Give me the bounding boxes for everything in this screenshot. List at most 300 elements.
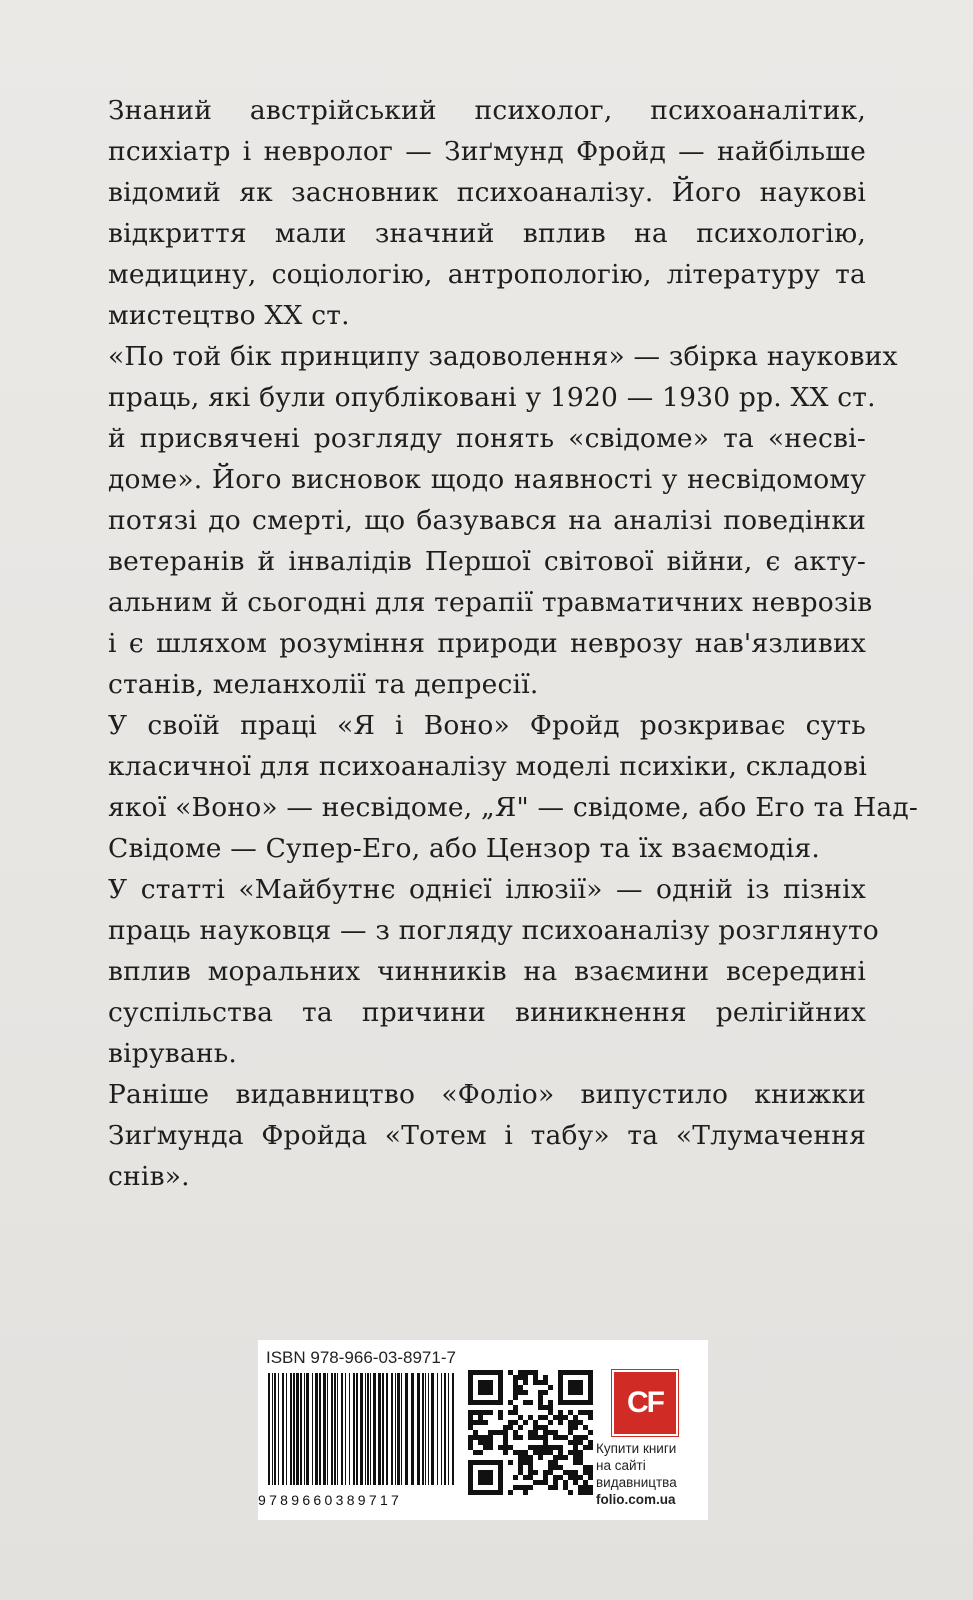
qr-module bbox=[513, 1405, 518, 1410]
logo-text: CF bbox=[627, 1386, 663, 1419]
barcode-bar bbox=[278, 1373, 279, 1485]
qr-module bbox=[568, 1420, 573, 1425]
text-line: відомий як засновник психоаналізу. Його наукові bbox=[108, 177, 866, 208]
qr-module bbox=[588, 1440, 593, 1445]
qr-module bbox=[523, 1375, 528, 1380]
paragraph bbox=[108, 1074, 866, 1197]
qr-module bbox=[538, 1435, 543, 1440]
qr-module bbox=[518, 1390, 523, 1395]
qr-module bbox=[518, 1460, 523, 1465]
qr-module bbox=[583, 1410, 588, 1415]
qr-module bbox=[573, 1480, 578, 1485]
qr-module bbox=[553, 1460, 558, 1465]
qr-module bbox=[488, 1440, 493, 1445]
qr-module bbox=[533, 1445, 538, 1450]
qr-module bbox=[508, 1490, 513, 1495]
folio-logo bbox=[612, 1370, 678, 1436]
qr-module bbox=[558, 1455, 563, 1460]
barcode-bar bbox=[323, 1373, 326, 1485]
qr-module bbox=[553, 1465, 558, 1470]
qr-module bbox=[553, 1485, 558, 1490]
qr-module bbox=[578, 1435, 583, 1440]
qr-module bbox=[498, 1430, 503, 1435]
promo-line: Купити книги bbox=[596, 1441, 677, 1456]
qr-module bbox=[583, 1490, 588, 1495]
text-line: доме». Його висновок щодо наявності у несвідомому bbox=[108, 464, 866, 495]
qr-module bbox=[558, 1465, 563, 1470]
qr-module bbox=[588, 1485, 593, 1490]
barcode-bar bbox=[331, 1373, 333, 1485]
qr-module bbox=[518, 1455, 523, 1460]
qr-module bbox=[508, 1445, 513, 1450]
qr-module bbox=[578, 1490, 583, 1495]
text-line: У статті «Майбутнє однієї ілюзії» — одній із пізніх bbox=[108, 874, 866, 905]
qr-module bbox=[578, 1455, 583, 1460]
text-line: психіатр і невролог — Зиґмунд Фройд — найбільше bbox=[108, 136, 866, 167]
qr-module bbox=[543, 1415, 548, 1420]
qr-module bbox=[578, 1485, 583, 1490]
text-line: Свідоме — Супер-Его, або Цензор та їх взаємодія. bbox=[108, 833, 820, 864]
promo-text bbox=[596, 1440, 706, 1508]
barcode-bar bbox=[293, 1373, 295, 1485]
barcode-bar bbox=[337, 1373, 338, 1485]
qr-module bbox=[573, 1455, 578, 1460]
qr-module bbox=[523, 1390, 528, 1395]
qr-module bbox=[558, 1450, 563, 1455]
qr-module bbox=[528, 1430, 533, 1435]
qr-module bbox=[553, 1475, 558, 1480]
text-line: «По той бік принципу задоволення» — збірка наукових bbox=[108, 341, 898, 372]
qr-module bbox=[503, 1445, 508, 1450]
qr-module bbox=[508, 1420, 513, 1425]
text-line: У своїй праці «Я і Воно» Фройд розкриває суть bbox=[108, 710, 866, 741]
barcode-bar bbox=[428, 1373, 429, 1485]
barcode-bar bbox=[286, 1373, 287, 1485]
qr-module bbox=[533, 1435, 538, 1440]
qr-module bbox=[573, 1435, 578, 1440]
qr-module bbox=[533, 1470, 538, 1475]
qr-module bbox=[558, 1475, 563, 1480]
qr-finder bbox=[478, 1380, 493, 1395]
qr-module bbox=[548, 1420, 553, 1425]
qr-module bbox=[543, 1405, 548, 1410]
qr-module bbox=[513, 1430, 518, 1435]
qr-module bbox=[533, 1450, 538, 1455]
barcode-bar bbox=[405, 1373, 408, 1485]
qr-module bbox=[578, 1440, 583, 1445]
barcode-bar bbox=[452, 1373, 454, 1485]
qr-module bbox=[538, 1405, 543, 1410]
qr-module bbox=[533, 1480, 538, 1485]
qr-module bbox=[543, 1375, 548, 1380]
qr-module bbox=[548, 1405, 553, 1410]
barcode-bar bbox=[395, 1373, 396, 1485]
qr-module bbox=[513, 1385, 518, 1390]
qr-module bbox=[468, 1415, 473, 1420]
qr-module bbox=[548, 1450, 553, 1455]
qr-module bbox=[523, 1380, 528, 1385]
qr-module bbox=[518, 1425, 523, 1430]
text-line: Зиґмунда Фройда «Тотем і табу» та «Тлумачення bbox=[108, 1120, 866, 1151]
qr-module bbox=[478, 1420, 483, 1425]
qr-module bbox=[513, 1410, 518, 1415]
isbn-text: ISBN 978-966-03-8971-7 bbox=[266, 1348, 456, 1367]
qr-module bbox=[563, 1455, 568, 1460]
qr-module bbox=[468, 1410, 473, 1415]
qr-module bbox=[568, 1430, 573, 1435]
qr-module bbox=[528, 1415, 533, 1420]
text-line: вірувань. bbox=[108, 1038, 237, 1069]
text-line: якої «Воно» — несвідоме, „Я" — свідоме, або Его та Над- bbox=[108, 792, 919, 823]
qr-module bbox=[568, 1410, 573, 1415]
barcode-bar bbox=[365, 1373, 366, 1485]
barcode-bar bbox=[411, 1373, 414, 1485]
qr-module bbox=[533, 1370, 538, 1375]
annotation-text bbox=[108, 90, 919, 1197]
qr-module bbox=[573, 1425, 578, 1430]
qr-module bbox=[543, 1480, 548, 1485]
barcode-bar bbox=[312, 1373, 313, 1485]
qr-module bbox=[473, 1450, 478, 1455]
qr-module bbox=[573, 1470, 578, 1475]
qr-module bbox=[553, 1430, 558, 1435]
qr-module bbox=[553, 1445, 558, 1450]
qr-module bbox=[503, 1425, 508, 1430]
qr-module bbox=[558, 1445, 563, 1450]
qr-module bbox=[543, 1430, 548, 1435]
site-link[interactable]: folio.com.ua bbox=[596, 1492, 676, 1507]
qr-module bbox=[583, 1425, 588, 1430]
qr-module bbox=[488, 1410, 493, 1415]
qr-module bbox=[573, 1460, 578, 1465]
qr-module bbox=[518, 1485, 523, 1490]
qr-module bbox=[508, 1370, 513, 1375]
qr-code-icon bbox=[468, 1370, 594, 1496]
qr-module bbox=[523, 1420, 528, 1425]
qr-module bbox=[553, 1435, 558, 1440]
qr-module bbox=[498, 1445, 503, 1450]
qr-module bbox=[513, 1435, 518, 1440]
qr-module bbox=[578, 1450, 583, 1455]
qr-module bbox=[478, 1440, 483, 1445]
barcode-bar bbox=[441, 1373, 442, 1485]
barcode-bar bbox=[341, 1373, 343, 1485]
barcode-bar bbox=[356, 1373, 358, 1485]
text-line: мистецтво ХХ ст. bbox=[108, 300, 350, 331]
barcode-bar bbox=[290, 1373, 292, 1485]
qr-module bbox=[473, 1435, 478, 1440]
promo-line: видавництва bbox=[596, 1475, 677, 1490]
text-line: вплив моральних чинників на взаємини всередині bbox=[108, 956, 866, 987]
paragraph bbox=[108, 90, 866, 336]
barcode-bar bbox=[304, 1373, 305, 1485]
text-line: праць, які були опубліковані у 1920 — 1930 рр. ХХ ст. bbox=[108, 382, 876, 413]
qr-module bbox=[528, 1465, 533, 1470]
qr-module bbox=[558, 1415, 563, 1420]
qr-module bbox=[583, 1470, 588, 1475]
barcode-bar bbox=[391, 1373, 393, 1485]
text-line: Знаний австрійський психолог, психоаналітик, bbox=[108, 95, 866, 126]
barcode-bar bbox=[306, 1373, 309, 1485]
qr-module bbox=[533, 1420, 538, 1425]
qr-module bbox=[568, 1470, 573, 1475]
qr-module bbox=[488, 1430, 493, 1435]
qr-module bbox=[563, 1485, 568, 1490]
qr-module bbox=[518, 1470, 523, 1475]
qr-module bbox=[548, 1460, 553, 1465]
barcode-bar bbox=[268, 1373, 270, 1485]
barcode-bar bbox=[367, 1373, 369, 1485]
qr-module bbox=[548, 1445, 553, 1450]
barcode-bar bbox=[437, 1373, 438, 1485]
qr-module bbox=[583, 1485, 588, 1490]
qr-module bbox=[518, 1370, 523, 1375]
qr-module bbox=[513, 1485, 518, 1490]
qr-module bbox=[538, 1415, 543, 1420]
qr-module bbox=[513, 1390, 518, 1395]
qr-module bbox=[508, 1425, 513, 1430]
qr-module bbox=[563, 1480, 568, 1485]
text-line: класичної для психоаналізу моделі психіки, складові bbox=[108, 751, 867, 782]
qr-finder bbox=[568, 1380, 583, 1395]
paragraph bbox=[108, 705, 919, 869]
qr-module bbox=[573, 1445, 578, 1450]
qr-module bbox=[523, 1400, 528, 1405]
qr-module bbox=[563, 1435, 568, 1440]
qr-module bbox=[468, 1445, 473, 1450]
qr-module bbox=[488, 1435, 493, 1440]
qr-module bbox=[588, 1490, 593, 1495]
qr-module bbox=[468, 1425, 473, 1430]
barcode-label bbox=[258, 1340, 708, 1520]
text-line: відкриття мали значний вплив на психологію, bbox=[108, 218, 866, 249]
qr-module bbox=[543, 1435, 548, 1440]
qr-module bbox=[563, 1470, 568, 1475]
qr-module bbox=[528, 1485, 533, 1490]
barcode-bar bbox=[425, 1373, 426, 1485]
qr-module bbox=[583, 1465, 588, 1470]
qr-module bbox=[478, 1415, 483, 1420]
qr-module bbox=[548, 1485, 553, 1490]
qr-module bbox=[528, 1460, 533, 1465]
qr-module bbox=[583, 1445, 588, 1450]
qr-module bbox=[483, 1410, 488, 1415]
qr-module bbox=[543, 1450, 548, 1455]
paragraph bbox=[108, 336, 898, 705]
barcode-bar bbox=[386, 1373, 388, 1485]
qr-module bbox=[518, 1375, 523, 1380]
qr-module bbox=[518, 1465, 523, 1470]
qr-module bbox=[538, 1445, 543, 1450]
qr-module bbox=[473, 1420, 478, 1425]
qr-module bbox=[548, 1465, 553, 1470]
qr-module bbox=[468, 1435, 473, 1440]
barcode-bar bbox=[300, 1373, 302, 1485]
qr-module bbox=[513, 1380, 518, 1385]
qr-module bbox=[548, 1410, 553, 1415]
qr-module bbox=[553, 1480, 558, 1485]
qr-module bbox=[543, 1380, 548, 1385]
qr-module bbox=[568, 1475, 573, 1480]
barcode-bar bbox=[327, 1373, 328, 1485]
barcode-bar bbox=[448, 1373, 449, 1485]
barcode-icon bbox=[268, 1373, 458, 1491]
qr-module bbox=[523, 1370, 528, 1375]
qr-module bbox=[528, 1470, 533, 1475]
qr-module bbox=[543, 1425, 548, 1430]
barcode-bar bbox=[345, 1373, 346, 1485]
qr-module bbox=[508, 1460, 513, 1465]
qr-module bbox=[578, 1460, 583, 1465]
qr-module bbox=[483, 1435, 488, 1440]
qr-module bbox=[478, 1450, 483, 1455]
qr-module bbox=[543, 1475, 548, 1480]
qr-module bbox=[513, 1475, 518, 1480]
qr-module bbox=[548, 1430, 553, 1435]
qr-module bbox=[543, 1390, 548, 1395]
text-line: альним й сьогодні для терапії травматичних неврозів bbox=[108, 587, 873, 618]
qr-module bbox=[513, 1375, 518, 1380]
barcode-bar bbox=[397, 1373, 400, 1485]
barcode-bar bbox=[353, 1373, 355, 1485]
qr-module bbox=[528, 1370, 533, 1375]
promo-line: на сайті bbox=[596, 1458, 646, 1473]
qr-module bbox=[558, 1420, 563, 1425]
qr-module bbox=[573, 1475, 578, 1480]
qr-module bbox=[538, 1480, 543, 1485]
qr-module bbox=[513, 1450, 518, 1455]
qr-module bbox=[488, 1445, 493, 1450]
paragraph bbox=[108, 869, 879, 1074]
barcode-bar bbox=[401, 1373, 402, 1485]
barcode-bar bbox=[382, 1373, 384, 1485]
qr-module bbox=[498, 1415, 503, 1420]
qr-module bbox=[523, 1475, 528, 1480]
qr-module bbox=[533, 1430, 538, 1435]
qr-module bbox=[558, 1410, 563, 1415]
qr-module bbox=[528, 1435, 533, 1440]
text-line: й присвячені розгляду понять «свідоме» та «несві- bbox=[108, 423, 866, 454]
qr-module bbox=[588, 1475, 593, 1480]
qr-module bbox=[573, 1450, 578, 1455]
barcode-bar bbox=[444, 1373, 446, 1485]
qr-module bbox=[528, 1455, 533, 1460]
barcode-bar bbox=[431, 1373, 434, 1485]
text-line: ветеранів й інвалідів Першої світової війни, є акту- bbox=[108, 546, 866, 577]
qr-module bbox=[523, 1490, 528, 1495]
qr-module bbox=[523, 1450, 528, 1455]
qr-module bbox=[538, 1390, 543, 1395]
text-line: станів, меланхолії та депресії. bbox=[108, 669, 539, 700]
text-line: медицину, соціологію, антропологію, літературу та bbox=[108, 259, 866, 290]
qr-module bbox=[583, 1480, 588, 1485]
qr-module bbox=[528, 1400, 533, 1405]
barcode-bar bbox=[334, 1373, 336, 1485]
qr-module bbox=[518, 1415, 523, 1420]
barcode-number: 9789660389717 bbox=[258, 1492, 403, 1508]
qr-module bbox=[578, 1475, 583, 1480]
qr-module bbox=[518, 1385, 523, 1390]
qr-module bbox=[468, 1440, 473, 1445]
text-line: суспільства та причини виникнення релігійних bbox=[108, 997, 866, 1028]
text-line: праць науковця — з погляду психоаналізу розглянуто bbox=[108, 915, 879, 946]
qr-module bbox=[538, 1450, 543, 1455]
qr-module bbox=[568, 1440, 573, 1445]
qr-module bbox=[548, 1400, 553, 1405]
qr-module bbox=[473, 1430, 478, 1435]
qr-module bbox=[513, 1420, 518, 1425]
qr-module bbox=[528, 1445, 533, 1450]
barcode-bar bbox=[319, 1373, 321, 1485]
barcode-bar bbox=[274, 1373, 276, 1485]
qr-module bbox=[568, 1490, 573, 1495]
barcode-bar bbox=[282, 1373, 284, 1485]
qr-module bbox=[588, 1465, 593, 1470]
qr-module bbox=[483, 1440, 488, 1445]
qr-module bbox=[588, 1445, 593, 1450]
qr-module bbox=[538, 1380, 543, 1385]
qr-module bbox=[513, 1395, 518, 1400]
text-line: снів». bbox=[108, 1161, 190, 1192]
barcode-bar bbox=[422, 1373, 424, 1485]
qr-finder bbox=[478, 1470, 493, 1485]
qr-module bbox=[503, 1430, 508, 1435]
qr-module bbox=[563, 1415, 568, 1420]
qr-module bbox=[538, 1425, 543, 1430]
qr-module bbox=[498, 1410, 503, 1415]
qr-module bbox=[468, 1420, 473, 1425]
qr-module bbox=[508, 1400, 513, 1405]
qr-module bbox=[588, 1470, 593, 1475]
qr-module bbox=[503, 1435, 508, 1440]
text-line: і є шляхом розуміння природи неврозу нав'язливих bbox=[108, 628, 866, 659]
barcode-bar bbox=[272, 1373, 273, 1485]
qr-module bbox=[588, 1415, 593, 1420]
qr-module bbox=[568, 1425, 573, 1430]
qr-module bbox=[523, 1485, 528, 1490]
qr-module bbox=[543, 1445, 548, 1450]
qr-module bbox=[523, 1460, 528, 1465]
qr-module bbox=[523, 1455, 528, 1460]
qr-module bbox=[503, 1440, 508, 1445]
barcode-bar bbox=[349, 1373, 350, 1485]
barcode-bar bbox=[373, 1373, 376, 1485]
qr-module bbox=[573, 1415, 578, 1420]
qr-module bbox=[573, 1440, 578, 1445]
qr-module bbox=[553, 1455, 558, 1460]
barcode-bar bbox=[370, 1373, 371, 1485]
qr-module bbox=[533, 1380, 538, 1385]
qr-module bbox=[478, 1435, 483, 1440]
qr-module bbox=[533, 1425, 538, 1430]
text-line: Раніше видавництво «Фоліо» випустило книжки bbox=[108, 1079, 866, 1110]
qr-module bbox=[473, 1410, 478, 1415]
qr-module bbox=[538, 1395, 543, 1400]
qr-module bbox=[518, 1435, 523, 1440]
qr-module bbox=[483, 1420, 488, 1425]
qr-module bbox=[588, 1430, 593, 1435]
qr-module bbox=[558, 1435, 563, 1440]
qr-module bbox=[528, 1475, 533, 1480]
barcode-bar bbox=[360, 1373, 363, 1485]
qr-module bbox=[588, 1410, 593, 1415]
qr-module bbox=[508, 1410, 513, 1415]
qr-module bbox=[538, 1400, 543, 1405]
qr-module bbox=[568, 1450, 573, 1455]
qr-module bbox=[548, 1470, 553, 1475]
qr-module bbox=[538, 1455, 543, 1460]
barcode-bar bbox=[417, 1373, 420, 1485]
